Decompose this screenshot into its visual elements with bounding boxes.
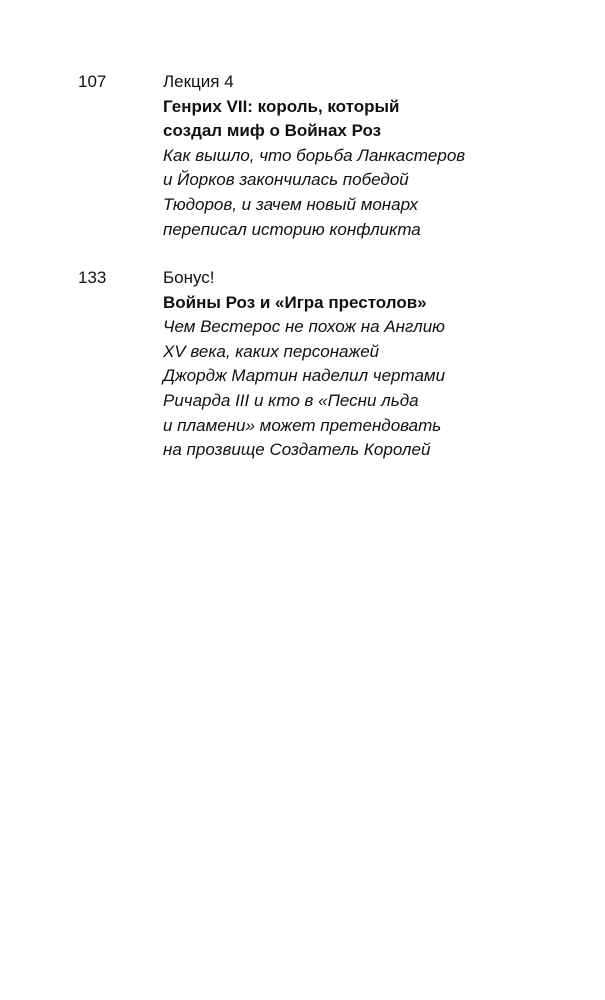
entry-kicker: Лекция 4 bbox=[163, 72, 234, 91]
entry-title-line: создал миф о Войнах Роз bbox=[163, 121, 382, 141]
entry-description-line: и Йорков закончилась победой bbox=[163, 170, 409, 190]
entry-description-line: Чем Вестерос не похож на Англию bbox=[163, 317, 445, 337]
entry-title-line: Генрих VII: король, который bbox=[163, 96, 400, 116]
entry-description-line: на прозвище Создатель Королей bbox=[163, 440, 431, 460]
entry-description-line: Тюдоров, и зачем новый монарх bbox=[163, 194, 419, 214]
entry-description-line: переписал историю конфликта bbox=[163, 219, 421, 239]
entry-text bbox=[163, 70, 583, 242]
entry-description-line: XV века, каких персонажей bbox=[163, 341, 380, 361]
entry-text bbox=[163, 266, 583, 463]
entry-title-line: Войны Роз и «Игра престолов» bbox=[163, 292, 427, 312]
entry-description-line: Джордж Мартин наделил чертами bbox=[163, 366, 446, 386]
entry-description-line: Ричарда III и кто в «Песни льда bbox=[163, 390, 419, 410]
page-number: 107 bbox=[78, 72, 107, 91]
entry-description-line: Как вышло, что борьба Ланкастеров bbox=[163, 145, 466, 165]
entry-kicker: Бонус! bbox=[163, 268, 215, 287]
entry-description-line: и пламени» может претендовать bbox=[163, 415, 442, 435]
page-number: 133 bbox=[78, 268, 107, 287]
